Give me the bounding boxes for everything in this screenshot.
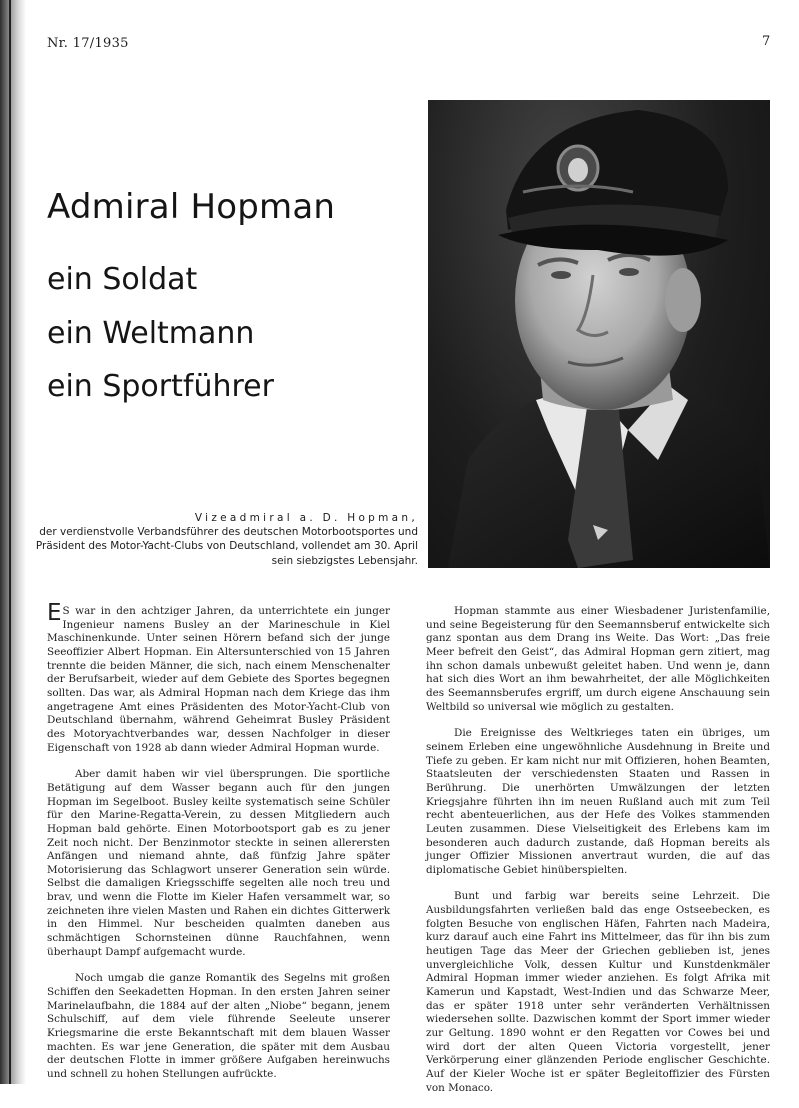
caption-text: der verdienstvolle Verbandsführer des deutschen Motorbootsportes und Präsident des Motor-Yacht-Clubs von Deutschland, vollendet am 30. April sein siebzigstes Lebensjahr. (35, 526, 418, 567)
article-column-right (426, 605, 770, 1108)
paragraph: Aber damit haben wir viel übersprungen. Die sportliche Betätigung auf dem Wasser begann auch für den jungen Hopman im Segelboot. Busley keilte systematisch seine Schüler für den Marine-Regatta-Verein, zu dessen Mitgliedern auch Hopman bald gehörte. Einen Motorbootsport gab es zu jener Zeit noch nicht. Der Benzinmotor steckte in seinen allerersten Anfängen und niemand ahnte, daß fünfzig Jahre später Motorisierung das Schlagwort unserer Generation sein würde. Selbst die damaligen Kriegsschiffe segelten alle noch treu und brav, und wenn die Flotte im Kieler Hafen versammelt war, so zeichneten ihre vielen Masten und Rahen ein dichtes Gitterwerk in den Himmel. Nur bescheiden qualmten daneben aus schmächtigen Schornsteinen dünne Rauchfahnen, wenn überhaupt Dampf aufgemacht wurde. (47, 768, 390, 958)
article-column-left (47, 600, 390, 1095)
subtitle-weltmann: ein Weltmann (47, 316, 255, 351)
article-title: Admiral Hopman (47, 187, 336, 227)
drop-cap: E (47, 600, 62, 626)
binding-line (9, 0, 11, 1084)
page-number: 7 (762, 34, 771, 49)
page-binding-edge (0, 0, 26, 1084)
paragraph: Bunt und farbig war bereits seine Lehrzeit. Die Ausbildungsfahrten verließen bald das enge Ostseebecken, es folgten Besuche von englischen Häfen, Fahrten nach Madeira, kurz darauf auch eine Fahrt ins Mittelmeer, das für ihn bis zum heutigen Tage das Meer der Griechen geblieben ist, jenes unvergleichliche Volk, dessen Kultur und Kunstdenkmäler Admiral Hopman immer wieder anziehen. Es folgt Afrika mit Kamerun und Kapstadt, West-Indien und das Schwarze Meer, das er später 1918 unter sehr veränderten Verhältnissen wiedersehen sollte. Dazwischen kommt der Sport immer wieder zur Geltung. 1890 wohnt er den Regatten vor Cowes bei und wird dort der alten Queen Victoria vorgestellt, jener Verkörperung einer glänzenden Periode englischer Geschichte. Auf der Kieler Woche ist er später Begleitoffizier des Fürsten von Monaco. (426, 890, 770, 1094)
issue-number: Nr. 17/1935 (47, 36, 129, 51)
photo-caption (28, 511, 418, 568)
subtitle-soldat: ein Soldat (47, 262, 198, 297)
paragraph: Noch umgab die ganze Romantik des Segelns mit großen Schiffen den Seekadetten Hopman. In den ersten Jahren seiner Marinelaufbahn, die 1884 auf der alten „Niobe“ begann, jenem Schulschiff, auf dem viele führende Seeleute unserer Kriegsmarine die erste Bekanntschaft mit dem blauen Wasser machten. Es war jene Generation, die später mit dem Ausbau der deutschen Flotte in immer größere Aufgaben hereinwuchs und schnell zu hohen Stellungen aufrückte. (47, 972, 390, 1080)
subtitle-sportfuehrer: ein Sportführer (47, 369, 274, 404)
paragraph: E S war in den achtziger Jahren, da unterrichtete ein junger Ingenieur namens Busley an der Marineschule in Kiel Maschinenkunde. Unter seinen Hörern befand sich der junge Seeoffizier Albert Hopman. Ein Altersunterschied von 15 Jahren trennte die beiden Männer, die sich, nach einem Menschenalter der Berufsarbeit, wieder auf dem Gebiete des Sportes begegnen sollten. Das war, als Admiral Hopman nach dem Kriege das ihm angetragene Amt eines Präsidenten des Motor-Yacht-Club von Deutschland übernahm, während Geheimrat Busley Präsident des Motoryachtverbandes war, dessen Nachfolger in dieser Eigenschaft von 1928 ab dann wieder Admiral Hopman wurde. (47, 600, 390, 754)
caption-name: Vizeadmiral a. D. Hopman, (194, 512, 418, 524)
paragraph: Hopman stammte aus einer Wiesbadener Juristenfamilie, und seine Begeisterung für den Seemannsberuf entwickelte sich ganz spontan aus dem Drang ins Weite. Das Wort: „Das freie Meer befreit den Geist“, das Admiral Hopman gern zitiert, mag ihn schon damals unbewußt geleitet haben. Und wenn je, dann hat sich dies Wort an ihm bewahrheitet, der alle Möglichkeiten des Seemannsberufes ergriff, um durch eigene Anschauung sein Weltbild so universal wie möglich zu gestalten. (426, 605, 770, 713)
portrait-illustration (428, 100, 770, 568)
paragraph: Die Ereignisse des Weltkrieges taten ein übriges, um seinem Erleben eine ungewöhnliche Ausdehnung in Breite und Tiefe zu geben. Er kam nicht nur mit Offizieren, hohen Beamten, Staatsleuten der verschiedensten Staaten und Rassen in Berührung. Die unerhörten Umwälzungen der letzten Kriegsjahre führten ihn im neuen Rußland auch mit zum Teil recht abenteuerlichen, aus der Hefe des Volkes stammenden Leuten zusammen. Diese Vielseitigkeit des Erlebens kam im besonderen auch dadurch zustande, daß Hopman bereits als junger Offizier Missionen anvertraut wurden, die auf das diplomatische Gebiet hinüberspielten. (426, 727, 770, 876)
portrait-photo (428, 100, 770, 568)
